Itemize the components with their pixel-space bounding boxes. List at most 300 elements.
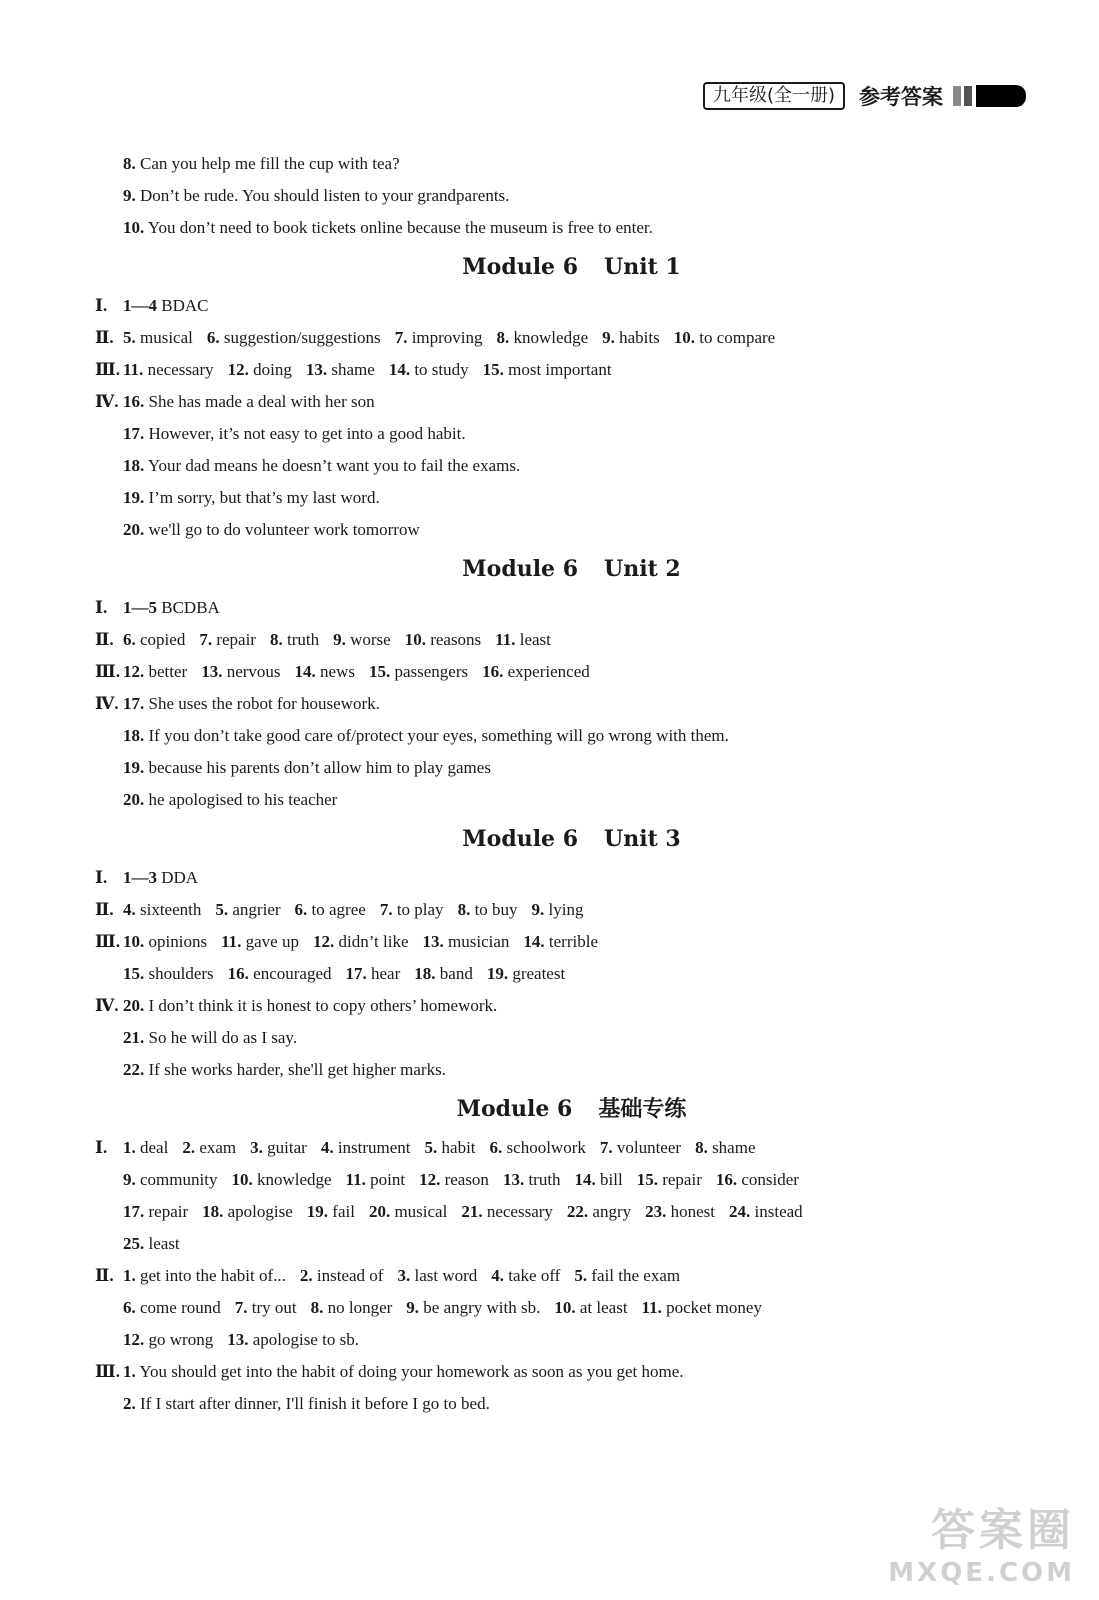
answer-item (250, 1138, 307, 1157)
answer-item (221, 932, 299, 951)
answer-line (0, 148, 1099, 180)
answer-number: 13. (502, 1170, 525, 1189)
answer-item (123, 790, 337, 809)
answer-row (0, 418, 1099, 450)
answer-text: consider (737, 1170, 799, 1189)
header-bar (964, 86, 972, 106)
answer-number: 7. (234, 1298, 248, 1317)
answer-text: habit (437, 1138, 476, 1157)
heading-unit: Unit 3 (604, 826, 681, 852)
answer-number: 19. (123, 488, 145, 507)
answer-row (0, 1054, 1099, 1086)
answer-text: news (315, 662, 355, 681)
answer-item (207, 328, 381, 347)
answer-item (554, 1298, 627, 1317)
answer-number: 5. (424, 1138, 438, 1157)
answer-text: no longer (323, 1298, 393, 1317)
answer-number: 6. (123, 1298, 136, 1317)
answer-item (397, 1266, 477, 1285)
answer-number: 6. (123, 630, 136, 649)
answer-item (321, 1138, 411, 1157)
answer-item (482, 662, 590, 681)
header-tab (976, 85, 1026, 107)
answer-number: 9. (602, 328, 615, 347)
answer-number: 24. (729, 1202, 751, 1221)
answer-text: If I start after dinner, I'll finish it before I go to bed. (135, 1394, 490, 1413)
answer-row (0, 1260, 1099, 1292)
answer-row (0, 1196, 1099, 1228)
answer-text: necessary (143, 360, 214, 379)
answer-text: apologise (223, 1202, 293, 1221)
heading-unit: Unit 1 (604, 254, 681, 280)
answer-item (674, 328, 776, 347)
answer-item (600, 1138, 681, 1157)
answer-item (123, 1362, 684, 1381)
answer-number: 13. (201, 662, 223, 681)
answer-item (346, 1170, 406, 1189)
answer-item (199, 630, 256, 649)
answer-text: BDAC (157, 296, 209, 315)
answer-item (491, 1266, 560, 1285)
answer-text: exam (195, 1138, 237, 1157)
answer-item (487, 964, 565, 983)
answer-row (0, 1324, 1099, 1356)
answer-row (0, 752, 1099, 784)
answer-number: 7. (394, 328, 408, 347)
answer-number: 25. (123, 1234, 145, 1253)
answer-row (0, 592, 1099, 624)
answer-text: fail the exam (587, 1266, 681, 1285)
answer-item (123, 360, 214, 379)
answer-item (123, 424, 466, 443)
answer-row (0, 1292, 1099, 1324)
answer-row (0, 688, 1099, 720)
answer-item (123, 296, 208, 315)
answer-row (0, 354, 1099, 386)
watermark-url: MXQE.COM (888, 1558, 1075, 1588)
answer-number: 13. (227, 1330, 249, 1349)
answer-item (380, 900, 444, 919)
answer-text: go wrong (144, 1330, 214, 1349)
answer-number: 12. (419, 1170, 441, 1189)
answer-text: take off (504, 1266, 561, 1285)
answer-item (123, 964, 214, 983)
answer-row (0, 1228, 1099, 1260)
answer-item (458, 900, 518, 919)
section-heading (0, 1086, 1099, 1132)
answer-item (695, 1138, 755, 1157)
answer-item (369, 1202, 447, 1221)
answer-row (0, 1132, 1099, 1164)
answer-text: musical (135, 328, 193, 347)
part-numeral: Ⅲ. (95, 662, 120, 681)
answer-item (123, 1170, 217, 1189)
part-numeral: Ⅱ. (95, 900, 114, 919)
answer-row (0, 624, 1099, 656)
answer-number: 7. (199, 630, 213, 649)
answer-text: encouraged (248, 964, 332, 983)
answer-text: be angry with sb. (419, 1298, 541, 1317)
answer-number: 14. (388, 360, 411, 379)
answer-number: 17. (123, 694, 145, 713)
answer-number: 12. (123, 1330, 145, 1349)
answer-number: 7. (379, 900, 393, 919)
answer-text: greatest (508, 964, 566, 983)
answer-number: 19. (486, 964, 509, 983)
answer-item (395, 328, 483, 347)
answer-item (369, 662, 468, 681)
answer-item (123, 392, 375, 411)
answer-number: 1. (123, 1138, 136, 1157)
answer-number: 16. (227, 964, 249, 983)
part-numeral: Ⅲ. (95, 1362, 120, 1381)
answer-number: 8. (457, 900, 471, 919)
answer-text: because his parents don’t allow him to play games (144, 758, 491, 777)
answer-number: 12. (227, 360, 249, 379)
answer-number: 2. (299, 1266, 313, 1285)
answer-text: better (144, 662, 188, 681)
answer-item (346, 964, 401, 983)
answer-row (0, 1164, 1099, 1196)
answer-text: You should get into the habit of doing your homework as soon as you get home. (135, 1362, 684, 1381)
answer-item (414, 964, 473, 983)
answer-number: 21. (461, 1202, 483, 1221)
answer-item (123, 1330, 213, 1349)
answer-item (497, 328, 589, 347)
answer-text: to play (392, 900, 444, 919)
answer-text: lying (544, 900, 584, 919)
answer-number: 1—5 (123, 598, 157, 617)
answer-text: come round (135, 1298, 221, 1317)
answer-item (306, 360, 375, 379)
answer-row (0, 720, 1099, 752)
answer-item (123, 1060, 446, 1079)
answer-number: 17. (123, 424, 145, 443)
answer-item (495, 630, 551, 649)
answer-text: worse (345, 630, 391, 649)
answer-row (0, 450, 1099, 482)
answer-line (0, 212, 1099, 244)
answer-number: 8. (310, 1298, 324, 1317)
site-watermark (888, 1494, 1075, 1588)
answer-text: deal (135, 1138, 169, 1157)
answer-number: 20. (123, 996, 145, 1015)
answer-text: last word (410, 1266, 478, 1285)
header-bar (953, 86, 961, 106)
answer-item (123, 328, 193, 347)
answer-item (645, 1202, 715, 1221)
answer-text: DDA (157, 868, 199, 887)
answer-number: 8. (269, 630, 283, 649)
heading-unit: 基础专练 (598, 1096, 687, 1122)
answer-text: he apologised to his teacher (144, 790, 338, 809)
answer-number: 16. (715, 1170, 738, 1189)
answer-item (483, 360, 612, 379)
grade-label: 九年级(全一册) (703, 82, 845, 110)
answer-item (235, 1298, 297, 1317)
answer-item (123, 996, 497, 1015)
answer-item (123, 900, 201, 919)
answer-text: She has made a deal with her son (144, 392, 375, 411)
answer-number: 18. (123, 456, 145, 475)
answer-item (123, 598, 220, 617)
answer-text: least (144, 1234, 180, 1253)
answer-text: necessary (482, 1202, 553, 1221)
answer-text: copied (135, 630, 186, 649)
answer-text: I don’t think it is honest to copy others’ homework. (144, 996, 498, 1015)
answer-text: angrier (228, 900, 281, 919)
answer-text: to compare (694, 328, 776, 347)
answer-item (642, 1298, 762, 1317)
answer-number: 18. (202, 1202, 224, 1221)
answer-number: 15. (123, 964, 145, 983)
answer-number: 5. (123, 328, 136, 347)
heading-unit: Unit 2 (604, 556, 681, 582)
answer-text: knowledge (252, 1170, 332, 1189)
answer-text: sixteenth (135, 900, 202, 919)
answer-item (307, 1202, 355, 1221)
answer-item (123, 488, 380, 507)
answer-text: improving (407, 328, 483, 347)
heading-module: Module 6 (462, 556, 579, 582)
answer-number: 5. (574, 1266, 588, 1285)
part-numeral: Ⅰ. (95, 296, 108, 315)
answer-text: at least (575, 1298, 628, 1317)
answer-text: reason (440, 1170, 489, 1189)
part-numeral: Ⅲ. (95, 360, 120, 379)
answer-number: 13. (305, 360, 328, 379)
answer-number: 6. (206, 328, 220, 347)
answer-number: 2. (182, 1138, 196, 1157)
answer-text: volunteer (612, 1138, 682, 1157)
answer-text: gave up (241, 932, 299, 951)
answer-item (567, 1202, 631, 1221)
answer-number: 8. (496, 328, 510, 347)
answer-number: 15. (482, 360, 504, 379)
answer-text: Don’t be rude. You should listen to your grandparents. (135, 186, 510, 205)
answer-number: 10. (673, 328, 695, 347)
answer-text: Your dad means he doesn’t want you to fail the exams. (144, 456, 521, 475)
answer-text: truth (282, 630, 320, 649)
answer-number: 7. (599, 1138, 613, 1157)
answer-text: pocket money (661, 1298, 762, 1317)
section-heading (0, 816, 1099, 862)
heading-module: Module 6 (462, 254, 579, 280)
heading-module: Module 6 (456, 1096, 573, 1122)
answer-number: 18. (414, 964, 436, 983)
answer-text: reasons (425, 630, 482, 649)
answer-text: didn’t like (334, 932, 409, 951)
answer-item (313, 932, 409, 951)
answer-item (123, 868, 198, 887)
answer-item (123, 1394, 490, 1413)
answer-row (0, 656, 1099, 688)
answer-text: However, it’s not easy to get into a good habit. (144, 424, 466, 443)
answer-row (0, 926, 1099, 958)
answer-number: 9. (123, 1170, 136, 1189)
answer-number: 12. (123, 662, 145, 681)
answer-row (0, 514, 1099, 546)
answer-number: 9. (406, 1298, 420, 1317)
answer-text: So he will do as I say. (144, 1028, 298, 1047)
answer-number: 1—3 (123, 868, 157, 887)
answer-number: 23. (645, 1202, 667, 1221)
answer-number: 11. (495, 630, 516, 649)
header-decoration (953, 85, 1026, 107)
answer-number: 4. (491, 1266, 505, 1285)
answer-item (575, 1170, 623, 1189)
answer-number: 11. (123, 360, 144, 379)
answer-text: honest (666, 1202, 716, 1221)
answer-item (123, 630, 185, 649)
answer-text: She uses the robot for housework. (144, 694, 380, 713)
answer-row (0, 1388, 1099, 1420)
answer-number: 3. (397, 1266, 411, 1285)
part-numeral: Ⅳ. (95, 996, 119, 1015)
answer-item (523, 932, 598, 951)
part-numeral: Ⅱ. (95, 328, 114, 347)
answer-text: musician (443, 932, 510, 951)
answer-text: community (135, 1170, 218, 1189)
answer-item (123, 1202, 188, 1221)
answer-text: knowledge (509, 328, 589, 347)
answer-item (201, 662, 280, 681)
answer-row (0, 990, 1099, 1022)
answer-number: 8. (695, 1138, 708, 1157)
answer-number: 10. (123, 932, 145, 951)
answer-item (503, 1170, 561, 1189)
answer-number: 14. (574, 1170, 596, 1189)
answer-number: 9. (123, 186, 136, 205)
answer-item (123, 520, 420, 539)
answer-item (228, 360, 292, 379)
part-numeral: Ⅰ. (95, 598, 108, 617)
answer-item (202, 1202, 293, 1221)
answer-item (270, 630, 319, 649)
answer-item (729, 1202, 803, 1221)
answer-text: to agree (307, 900, 366, 919)
answer-number: 10. (404, 630, 426, 649)
part-numeral: Ⅱ. (95, 1266, 114, 1285)
answer-item (295, 662, 355, 681)
answer-row (0, 386, 1099, 418)
answer-number: 4. (320, 1138, 334, 1157)
answer-number: 17. (345, 964, 367, 983)
answer-text: apologise to sb. (248, 1330, 359, 1349)
answer-item (574, 1266, 680, 1285)
answer-number: 1—4 (123, 296, 157, 315)
answer-number: 19. (123, 758, 145, 777)
answer-text: habits (614, 328, 660, 347)
answer-number: 5. (215, 900, 229, 919)
answer-item (423, 932, 510, 951)
answer-text: angry (588, 1202, 632, 1221)
heading-module: Module 6 (462, 826, 579, 852)
answer-text: schoolwork (502, 1138, 586, 1157)
answer-item (123, 1138, 168, 1157)
answer-text: instead of (312, 1266, 384, 1285)
answer-number: 10. (123, 218, 145, 237)
part-numeral: Ⅰ. (95, 1138, 108, 1157)
answer-content (0, 148, 1099, 1420)
answer-number: 14. (523, 932, 545, 951)
answer-text: most important (503, 360, 612, 379)
answer-text: opinions (144, 932, 208, 951)
watermark-logo: 答案圈 (931, 1505, 1075, 1556)
answer-text: I’m sorry, but that’s my last word. (144, 488, 380, 507)
answer-item (123, 932, 207, 951)
answer-row (0, 482, 1099, 514)
answer-text: bill (595, 1170, 623, 1189)
header-title: 参考答案 (859, 85, 944, 109)
answer-number: 9. (531, 900, 545, 919)
answer-number: 11. (345, 1170, 366, 1189)
part-numeral: Ⅰ. (95, 868, 108, 887)
answer-text: experienced (503, 662, 590, 681)
answer-number: 3. (250, 1138, 263, 1157)
answer-text: musical (390, 1202, 448, 1221)
section-heading (0, 244, 1099, 290)
answer-item (406, 1298, 540, 1317)
answer-item (123, 1266, 286, 1285)
answer-number: 20. (123, 520, 145, 539)
answer-text: You don’t need to book tickets online because the museum is free to enter. (144, 218, 653, 237)
answer-text: shame (327, 360, 375, 379)
answer-text: doing (248, 360, 292, 379)
answer-text: instead (750, 1202, 803, 1221)
answer-text: nervous (222, 662, 281, 681)
answer-item (333, 630, 391, 649)
answer-line (0, 180, 1099, 212)
answer-text: terrible (544, 932, 598, 951)
answer-text: Can you help me fill the cup with tea? (135, 154, 400, 173)
answer-number: 20. (368, 1202, 391, 1221)
answer-item (123, 726, 729, 745)
answer-item (123, 662, 187, 681)
answer-item (405, 630, 481, 649)
answer-text: truth (524, 1170, 561, 1189)
answer-text: to study (410, 360, 469, 379)
answer-number: 12. (312, 932, 335, 951)
part-numeral: Ⅱ. (95, 630, 114, 649)
answer-number: 19. (306, 1202, 329, 1221)
answer-item (300, 1266, 384, 1285)
part-numeral: Ⅳ. (95, 392, 119, 411)
answer-text: band (435, 964, 473, 983)
answer-row (0, 290, 1099, 322)
answer-text: to buy (470, 900, 518, 919)
page-header (703, 82, 1026, 110)
answer-number: 20. (123, 790, 145, 809)
answer-text: instrument (333, 1138, 411, 1157)
answer-text: point (365, 1170, 406, 1189)
answer-item (231, 1170, 331, 1189)
answer-item (182, 1138, 236, 1157)
answer-item (389, 360, 469, 379)
answer-number: 8. (123, 154, 136, 173)
answer-item (419, 1170, 489, 1189)
answer-item (123, 1234, 180, 1253)
answer-text: If you don’t take good care of/protect your eyes, something will go wrong with them. (144, 726, 729, 745)
answer-text: repair (212, 630, 256, 649)
answer-text: repair (657, 1170, 702, 1189)
answer-item (461, 1202, 553, 1221)
answer-item (490, 1138, 586, 1157)
answer-item (295, 900, 366, 919)
answer-item (215, 900, 280, 919)
answer-number: 10. (554, 1298, 576, 1317)
answer-number: 14. (294, 662, 316, 681)
